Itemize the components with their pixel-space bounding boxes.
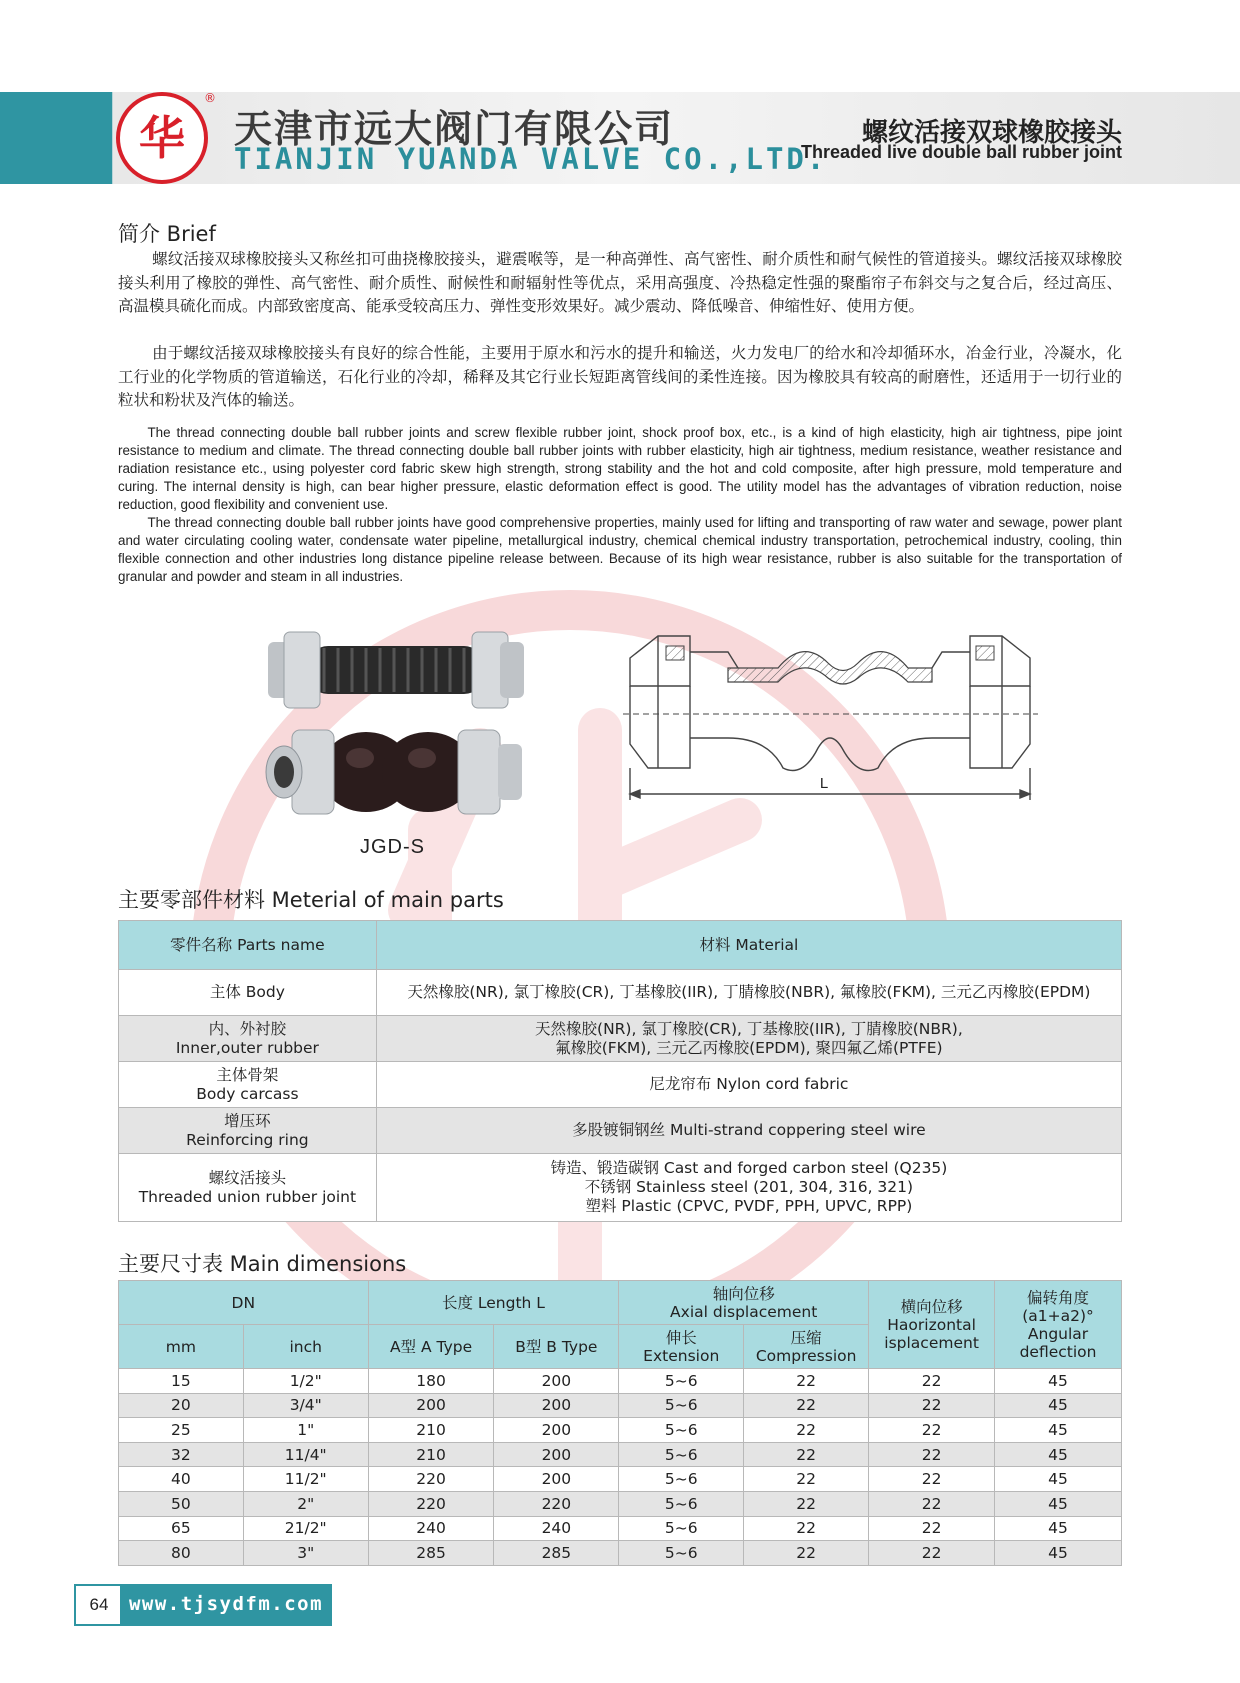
dimension-cell: 22 [869,1369,995,1394]
header-axial: 轴向位移 Axial displacement [619,1281,869,1325]
dimension-cell: 210 [368,1418,494,1443]
header-extension: 伸长 Extension [619,1325,744,1369]
dimension-cell: 22 [869,1467,995,1492]
dimension-cell: 5~6 [619,1467,744,1492]
part-name: 内、外衬胶 Inner,outer rubber [119,1016,377,1062]
technical-drawing [618,628,1042,804]
dimension-cell: 22 [869,1516,995,1541]
dimension-cell: 200 [494,1442,619,1467]
materials-table [118,920,1122,1222]
dimension-cell: 5~6 [619,1541,744,1566]
part-name: 螺纹活接头 Threaded union rubber joint [119,1154,377,1222]
product-photo-multi-arch [262,624,530,716]
materials-row [119,970,1122,1016]
dimension-cell: 180 [368,1369,494,1394]
material-value: 天然橡胶(NR), 氯丁橡胶(CR), 丁基橡胶(IIR), 丁腈橡胶(NBR), 氟橡胶(FKM), 三元乙丙橡胶(EPDM) [376,970,1121,1016]
dimension-cell: 22 [869,1491,995,1516]
dimension-cell: 20 [119,1393,244,1418]
page-number: 64 [74,1584,124,1626]
dimension-cell: 45 [995,1393,1122,1418]
product-title-en: Threaded live double ball rubber joint [800,142,1122,162]
dimension-cell: 22 [744,1516,869,1541]
table-row [119,1516,1122,1541]
dimension-cell: 210 [368,1442,494,1467]
dimension-cell: 2" [243,1491,368,1516]
dimension-cell: 285 [494,1541,619,1566]
material-value: 铸造、锻造碳钢 Cast and forged carbon steel (Q235) 不锈钢 Stainless steel (201, 304, 316, 321) 塑料 Plastic (CPVC, PVDF, PPH, UPVC, RPP) [376,1154,1121,1222]
dimension-cell: 200 [368,1393,494,1418]
dimension-cell: 22 [744,1418,869,1443]
header-inch: inch [243,1325,368,1369]
materials-heading: 主要零部件材料 Meterial of main parts [118,888,504,912]
part-name: 主体 Body [119,970,377,1016]
brief-cn-paragraph-1: 螺纹活接双球橡胶接头又称丝扣可曲挠橡胶接头，避震喉等，是一种高弹性、高气密性、耐介质性和耐气候性的管道接头。螺纹活接双球橡胶接头利用了橡胶的弹性、高气密性、耐介质性、耐候性和耐辐射性等优点，采用高强度、冷热稳定性强的聚酯帘子布斜交与之复合后，经过高压、高温模具硫化而成。内部致密度高、能承受较高压力、弹性变形效果好。减少震动、降低噪音、伸缩性好、使用方便。 [118,250,1122,315]
model-label: JGD-S [360,836,425,858]
dimension-cell: 240 [494,1516,619,1541]
dimension-cell: 220 [368,1491,494,1516]
dimension-cell: 22 [744,1467,869,1492]
dimensions-table [118,1280,1122,1566]
dimension-cell: 45 [995,1516,1122,1541]
dimension-cell: 5~6 [619,1516,744,1541]
materials-col-part: 零件名称 Parts name [119,921,377,970]
materials-row [119,1016,1122,1062]
header-b-type: B型 B Type [494,1325,619,1369]
dimension-cell: 45 [995,1442,1122,1467]
table-row [119,1442,1122,1467]
product-title-cn: 螺纹活接双球橡胶接头 [861,118,1122,148]
materials-header-row [119,921,1122,970]
header-mm: mm [119,1325,244,1369]
table-row [119,1418,1122,1443]
dimension-cell: 22 [744,1442,869,1467]
dimension-cell: 32 [119,1442,244,1467]
company-name-en: TIANJIN YUANDA VALVE CO.,LTD. [234,142,828,176]
dimension-cell: 220 [368,1467,494,1492]
dimension-cell: 5~6 [619,1418,744,1443]
header-a-type: A型 A Type [368,1325,494,1369]
dimension-cell: 220 [494,1491,619,1516]
dimension-cell: 15 [119,1369,244,1394]
table-row [119,1541,1122,1566]
header-compression: 压缩 Compression [744,1325,869,1369]
dimension-cell: 80 [119,1541,244,1566]
header-angular: 偏转角度 (a1+a2)° Angular deflection [995,1281,1122,1369]
dimension-label-l: L [819,775,829,792]
table-row [119,1491,1122,1516]
materials-row [119,1062,1122,1108]
part-name: 主体骨架 Body carcass [119,1062,377,1108]
header-accent [0,92,112,184]
website-link[interactable]: www.tjsydfm.com [120,1584,332,1626]
dimension-cell: 22 [869,1418,995,1443]
brief-cn-paragraph-2: 由于螺纹活接双球橡胶接头有良好的综合性能，主要用于原水和污水的提升和输送，火力发电厂的给水和冷却循环水，冶金行业，冷凝水，化工行业的化学物质的管道输送，石化行业的冷却，稀释及其它行业长短距离管线间的柔性连接。因为橡胶具有较高的耐磨性，还适用于一切行业的粒状和粉状及汽体的输送。 [118,344,1122,409]
dimensions-heading: 主要尺寸表 Main dimensions [118,1252,407,1276]
dimension-cell: 45 [995,1491,1122,1516]
dimension-cell: 50 [119,1491,244,1516]
table-row [119,1467,1122,1492]
company-logo [104,90,216,186]
product-photo-double-ball [262,724,530,820]
dimension-cell: 240 [368,1516,494,1541]
dimension-cell: 5~6 [619,1369,744,1394]
dimension-cell: 200 [494,1369,619,1394]
dimension-cell: 11/4" [243,1442,368,1467]
dimension-cell: 3/4" [243,1393,368,1418]
dimension-cell: 45 [995,1369,1122,1394]
dimension-cell: 22 [869,1442,995,1467]
material-value: 多股镀铜钢丝 Multi-strand coppering steel wire [376,1108,1121,1154]
materials-row [119,1108,1122,1154]
dimension-cell: 45 [995,1467,1122,1492]
logo-registered: ® [204,91,216,105]
dimension-cell: 1" [243,1418,368,1443]
dimension-cell: 22 [744,1541,869,1566]
material-value: 尼龙帘布 Nylon cord fabric [376,1062,1121,1108]
dimension-cell: 25 [119,1418,244,1443]
header-lateral: 横向位移 Haorizontal isplacement [869,1281,995,1369]
header-length: 长度 Length L [368,1281,619,1325]
dimension-cell: 21/2" [243,1516,368,1541]
table-row [119,1393,1122,1418]
dimension-cell: 200 [494,1393,619,1418]
dimension-cell: 22 [744,1491,869,1516]
dimension-cell: 200 [494,1467,619,1492]
materials-row [119,1154,1122,1222]
table-row [119,1369,1122,1394]
dimension-cell: 5~6 [619,1393,744,1418]
brief-heading: 简介 Brief [118,222,216,246]
dimensions-body [119,1369,1122,1566]
dimension-cell: 3" [243,1541,368,1566]
dimension-cell: 5~6 [619,1491,744,1516]
brief-en-paragraph-2: The thread connecting double ball rubber joints have good comprehensive properties, mainly used for lifting and transporting of raw water and sewage, power plant and water circulating cooling water, condensate water pipeline, metallurgical industry, chemical chemical industry transportation, petrochemical industry, cooling, thin flexible connection and other industries long distance pipeline release between. Because of its high wear resistance, rubber is also suitable for the transportation of granular and powder and steam in all industries. [118,515,1122,584]
dimension-cell: 285 [368,1541,494,1566]
dimension-cell: 22 [744,1393,869,1418]
material-value: 天然橡胶(NR), 氯丁橡胶(CR), 丁基橡胶(IIR), 丁腈橡胶(NBR), 氟橡胶(FKM), 三元乙丙橡胶(EPDM), 聚四氟乙烯(PTFE) [376,1016,1121,1062]
part-name: 增压环 Reinforcing ring [119,1108,377,1154]
brief-en-paragraph-1: The thread connecting double ball rubber joints and screw flexible rubber joint, shock proof box, etc., is a kind of high elasticity, high air tightness, pipe joint resistance to medium and climate. The thread connecting double ball rubber joints with rubber elasticity, high air tightness, medium resistance, weather resistance and radiation resistance etc., using polyester cord fabric skew high strength, strong stability and the hot and cold composite, after high pressure, mold temperature and curing. The internal density is high, can bear higher pressure, elastic deformation effect is good. The utility model has the advantages of vibration reduction, noise reduction, good flexibility and convenient use. [118,425,1122,512]
dimension-cell: 22 [869,1393,995,1418]
dimension-cell: 5~6 [619,1442,744,1467]
dimensions-header-row-1 [119,1281,1122,1325]
dimension-cell: 1/2" [243,1369,368,1394]
dimension-cell: 40 [119,1467,244,1492]
dimension-cell: 22 [744,1369,869,1394]
dimension-cell: 45 [995,1541,1122,1566]
dimension-cell: 200 [494,1418,619,1443]
dimension-cell: 22 [869,1541,995,1566]
materials-col-material: 材料 Material [376,921,1121,970]
dimension-cell: 45 [995,1418,1122,1443]
dimension-cell: 11/2" [243,1467,368,1492]
dimension-cell: 65 [119,1516,244,1541]
company-name-cn: 天津市远大阀门有限公司 [234,107,675,151]
header-dn: DN [119,1281,369,1325]
logo-char: 华 [139,111,185,165]
